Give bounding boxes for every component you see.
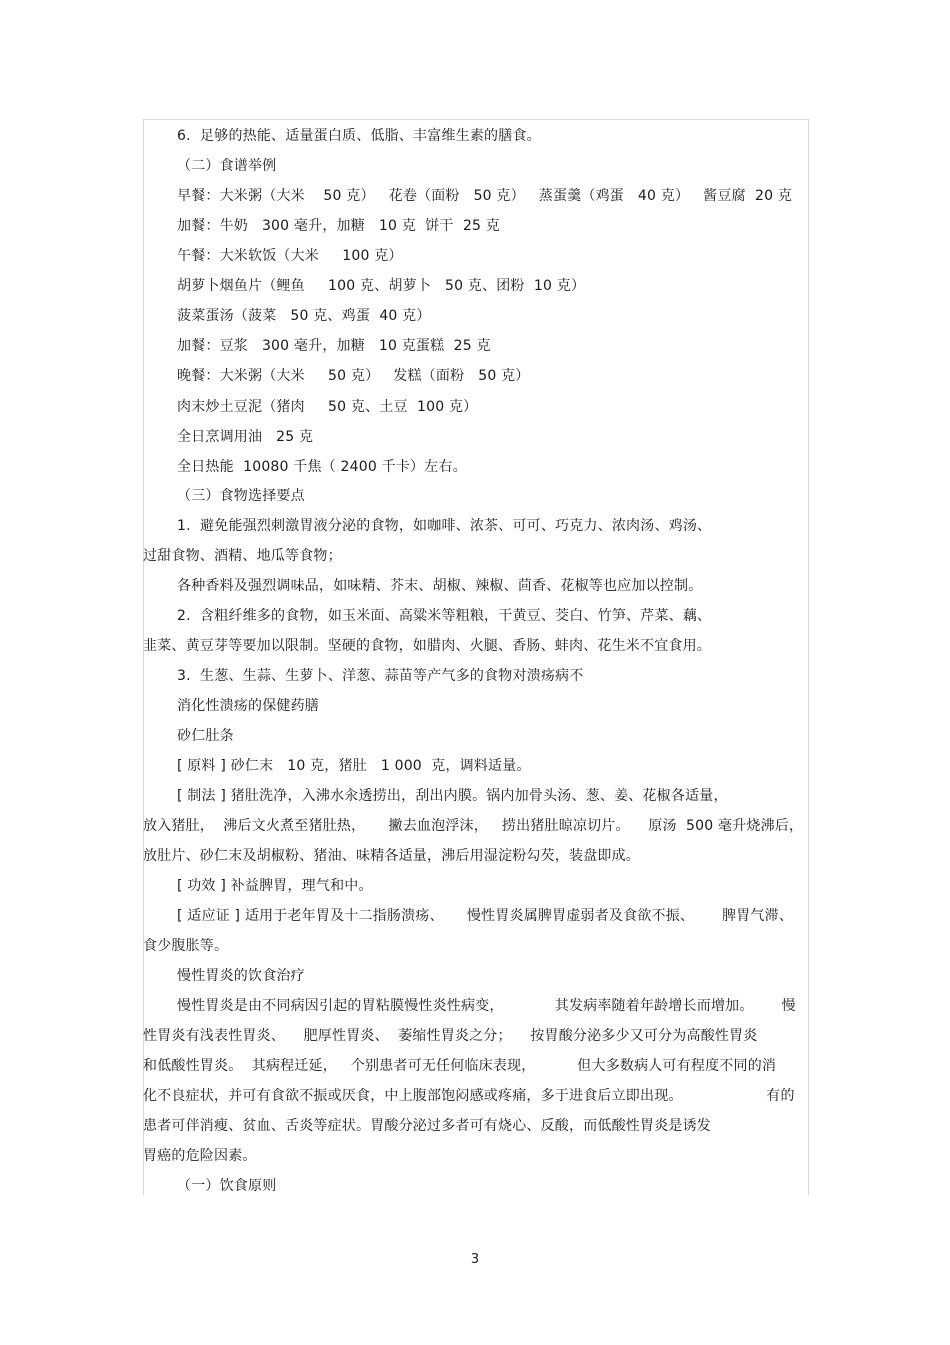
text-line: 早餐：大米粥（大米 50 克） 花卷（面粉 50 克） 蒸蛋羹（鸡蛋 40 克） 酱豆腐 20 克 [177, 188, 793, 204]
text-line: 午餐：大米软饭（大米 100 克） [177, 248, 403, 264]
text-line: [ 功效 ] 补益脾胃，理气和中。 [177, 878, 373, 894]
text-line: 2. 含粗纤维多的食物，如玉米面、高粱米等粗粮，干黄豆、茭白、竹笋、芹菜、藕、 [177, 608, 712, 624]
text-line: 患者可伴消瘦、贫血、舌炎等症状。胃酸分泌过多者可有烧心、反酸，而低酸性胃炎是诱发 [143, 1118, 711, 1134]
text-line: 和低酸性胃炎。 其病程迁延， 个别患者可无任何临床表现， 但大多数病人可有程度不同的消 [143, 1058, 777, 1074]
text-line: 1. 避免能强烈刺激胃液分泌的食物，如咖啡、浓茶、可可、巧克力、浓肉汤、鸡汤、 [177, 518, 712, 534]
text-line: 各种香料及强烈调味品，如味精、芥末、胡椒、辣椒、茴香、花椒等也应加以控制。 [177, 578, 703, 594]
text-line: 加餐：豆浆 300 毫升，加糖 10 克蛋糕 25 克 [177, 338, 491, 354]
text-line: [ 制法 ] 猪肚洗净，入沸水汆透捞出，刮出内膜。锅内加骨头汤、葱、姜、花椒各适量， [177, 788, 728, 804]
text-line: 胃癌的危险因素。 [143, 1148, 257, 1164]
text-line: 性胃炎有浅表性胃炎、 肥厚性胃炎、 萎缩性胃炎之分； 按胃酸分泌多少又可分为高酸性胃炎 [143, 1028, 758, 1044]
text-line: 3. 生葱、生蒜、生萝卜、洋葱、蒜苗等产气多的食物对溃疡病不 [177, 668, 584, 684]
text-line: 菠菜蛋汤（菠菜 50 克、鸡蛋 40 克） [177, 308, 431, 324]
text-line: 慢性胃炎是由不同病因引起的胃粘膜慢性炎性病变， 其发病率随着年龄增长而增加。 慢 [177, 998, 796, 1014]
text-line: 放入猪肚， 沸后文火煮至猪肚热， 撇去血泡浮沫， 捞出猪肚晾凉切片。 原汤 500 毫升烧沸后， [143, 818, 804, 834]
section-heading: （二）食谱举例 [177, 158, 277, 174]
section-heading: 慢性胃炎的饮食治疗 [177, 968, 305, 984]
section-heading: （三）食物选择要点 [177, 488, 305, 504]
text-line: 食少腹胀等。 [143, 938, 229, 954]
text-line: [ 原料 ] 砂仁末 10 克，猪肚 1 000 克，调料适量。 [177, 758, 531, 774]
page-number: 3 [470, 1252, 480, 1267]
text-line: 加餐：牛奶 300 毫升，加糖 10 克 饼干 25 克 [177, 218, 501, 234]
text-line: 放肚片、砂仁末及胡椒粉、猪油、味精各适量，沸后用湿淀粉勾芡，装盘即成。 [143, 848, 640, 864]
text-line: 全日热能 10080 千焦（ 2400 千卡）左右。 [177, 459, 467, 475]
text-line: 过甜食物、酒精、地瓜等食物； [143, 548, 342, 564]
section-heading: 消化性溃疡的保健药膳 [177, 698, 319, 714]
text-line: 肉末炒土豆泥（猪肉 50 克、土豆 100 克） [177, 399, 478, 415]
text-line: 胡萝卜烟鱼片（鲤鱼 100 克、胡萝卜 50 克、团粉 10 克） [177, 278, 586, 294]
text-line: 全日烹调用油 25 克 [177, 429, 314, 445]
text-line: 化不良症状，并可有食欲不振或厌食，中上腹部饱闷感或疼痛，多于进食后立即出现。 有的 [143, 1088, 795, 1104]
text-line: 晚餐：大米粥（大米 50 克） 发糕（面粉 50 克） [177, 368, 530, 384]
text-line: [ 适应证 ] 适用于老年胃及十二指肠溃疡、 慢性胃炎属脾胃虚弱者及食欲不振、 脾胃气滞、 [177, 908, 794, 924]
recipe-title: 砂仁肚条 [177, 728, 234, 744]
section-heading: （一）饮食原则 [177, 1178, 277, 1194]
text-line: 韭菜、黄豆芽等要加以限制。坚硬的食物，如腊肉、火腿、香肠、蚌肉、花生米不宜食用。 [143, 638, 711, 654]
text-line: 6. 足够的热能、适量蛋白质、低脂、丰富维生素的膳食。 [177, 128, 541, 144]
